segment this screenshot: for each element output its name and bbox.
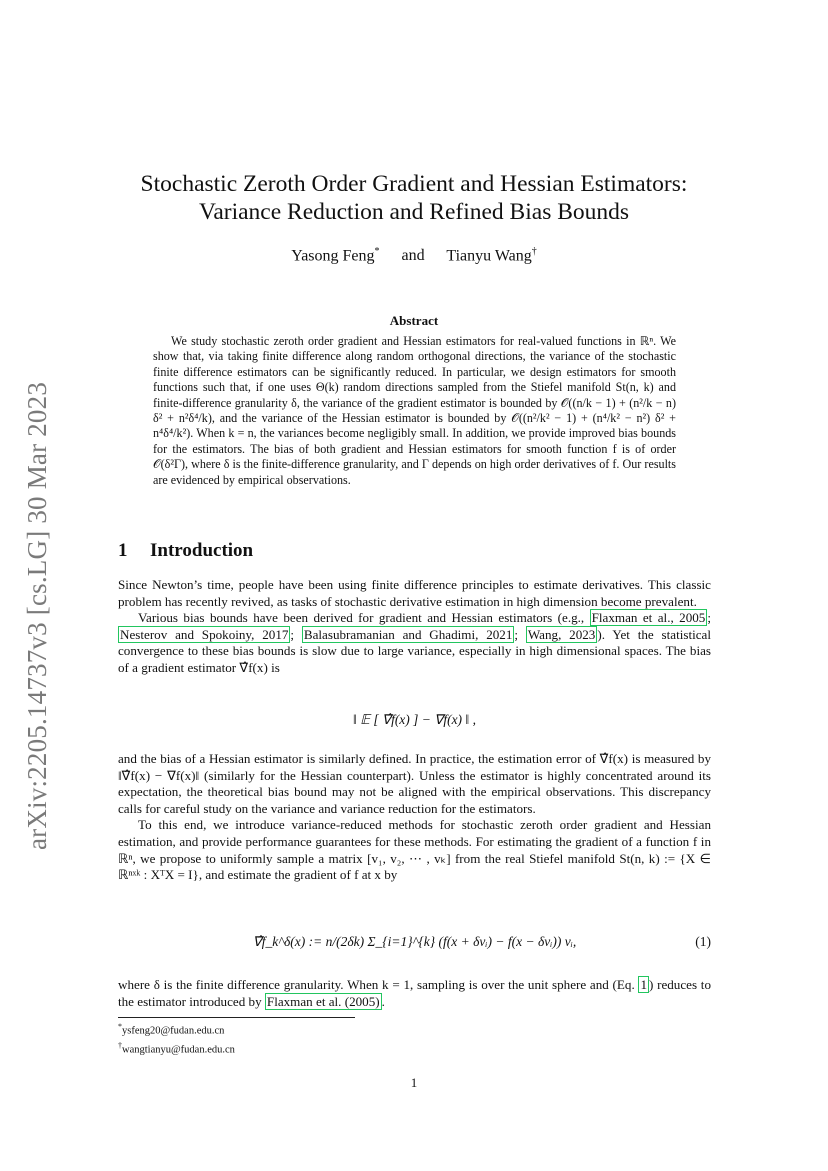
intro-paragraph-2: Various bias bounds have been derived for gradient and Hessian estimators (e.g., Flaxman et al., 2005 ; Nesterov and Spokoiny, 2017 ; Balasubramanian and Ghadimi, 2021 ; Wang, 2023 ). Yet the statistical convergence to these bias bounds is slow due to large variance, especially in high dimensional spaces. The bias of a gradient estimator ∇̂f(x) is xyxy=(118,610,711,675)
footnote xyxy=(118,1039,235,1058)
abstract-body xyxy=(153,334,676,488)
footnote-rule xyxy=(118,1017,355,1018)
citation-link[interactable]: Flaxman et al., 2005 xyxy=(591,610,706,626)
footnotes xyxy=(118,1020,235,1057)
footnote-mark: † xyxy=(118,1040,122,1050)
footnote-mark: * xyxy=(118,1022,122,1031)
section-heading xyxy=(118,540,253,562)
equation-1 xyxy=(118,934,711,950)
author-name: Yasong Feng xyxy=(291,247,375,265)
title-line-1: Stochastic Zeroth Order Gradient and Hessian Estimators: xyxy=(140,171,688,197)
paragraph-text: . xyxy=(381,993,385,1009)
abstract-paragraph: We study stochastic zeroth order gradient and Hessian estimators for real-valued functions in ℝⁿ. We show that, via taking finite difference along random orthogonal directions, the variance of the stochastic finite difference estimators can be significantly reduced. In particular, we design estimators for smooth functions such that, if one uses Θ(k) random directions sampled from the Stiefel manifold St(n, k) and finite-difference granularity δ, the variance of the gradient estimator is bounded by 𝒪((n/k − 1) + (n²/k − n) δ² + n²δ⁴/k), and the variance of the Hessian estimator is bounded by 𝒪((n²/k² − 1) + (n⁴/k² − n²) δ² + n⁴δ⁴/k²). When k = n, the variances become negligibly small. In addition, we provide improved bias bounds for the estimators. The bias of both gradient and Hessian estimators for smooth function f is of order 𝒪(δ²Γ), where δ is the finite-difference granularity, and Γ depends on high order derivatives of f. Our results are evidenced by empirical observations. xyxy=(153,334,676,487)
paragraph-text: Various bias bounds have been derived for gradient and Hessian estimators (e.g., xyxy=(138,610,590,626)
bias-equation: ‖ 𝔼 [ ∇̂f(x) ] − ∇f(x) ‖ , xyxy=(353,712,476,727)
intro-body-middle xyxy=(118,751,711,884)
page-number: 1 xyxy=(410,1075,418,1090)
intro-body-bottom xyxy=(118,977,711,1010)
paper-title xyxy=(110,170,718,226)
footnote xyxy=(118,1020,235,1039)
intro-paragraph-4: To this end, we introduce variance-reduced methods for stochastic zeroth order gradient and Hessian estimation, and provide performance guarantees for these methods. For estimating the gradient of a function f in ℝⁿ, we propose to uniformly sample a matrix [v₁, v₂, ⋯ , vₖ] from the real Stiefel manifold St(n, k) := {X ∈ ℝⁿˣᵏ : XᵀX = I}, and estimate the gradient of f at x by xyxy=(118,817,711,883)
citation-link[interactable]: Flaxman et al. (2005) xyxy=(266,993,380,1009)
author-name: Tianyu Wang xyxy=(446,247,532,265)
equation-number: (1) xyxy=(695,934,711,949)
intro-paragraph-1: Since Newton’s time, people have been using finite difference principles to estimate derivatives. This classic problem has recently revived, as tasks of stochastic derivative estimation in high dimension become prevalent. xyxy=(118,577,711,609)
footnote-email[interactable]: ysfeng20@fudan.edu.cn xyxy=(122,1025,225,1037)
paragraph-text: ) reduces to the estimator introduced by xyxy=(118,977,711,1009)
intro-paragraph-5 xyxy=(118,977,711,1010)
author-separator: and xyxy=(401,247,425,265)
equation-reference-link[interactable]: 1 xyxy=(640,977,647,992)
citation-link[interactable]: Balasubramanian and Ghadimi, 2021 xyxy=(303,626,513,642)
arxiv-stamp xyxy=(18,360,78,860)
section-title: Introduction xyxy=(150,540,254,561)
abstract-heading: Abstract xyxy=(389,313,439,328)
footnote-email[interactable]: wangtianyu@fudan.edu.cn xyxy=(122,1044,235,1055)
intro-paragraph-3: and the bias of a Hessian estimator is similarly defined. In practice, the estimation error of ∇̂f(x) is measured by ‖∇̂f(x) − ∇f(x)‖ (similarly for the Hessian counterpart). Unless the estimator is highly concentrated around its expectation, the theoretical bias bound may not be aligned with the empirical observations. This discrepancy calls for careful study on the variance and variance reduction for the estimators. xyxy=(118,751,711,816)
author-list xyxy=(110,246,718,265)
paragraph-text: ). Yet the statistical convergence to these bias bounds is slow due to large variance, especially in high dimensional spaces. The bias of a gradient estimator ∇̂f(x) is xyxy=(118,626,711,675)
citation-link[interactable]: Nesterov and Spokoiny, 2017 xyxy=(120,626,289,642)
section-number: 1 xyxy=(118,540,128,561)
equation-1-body: ∇̂f_k^δ(x) := n/(2δk) Σ_{i=1}^{k} (f(x + δvᵢ) − f(x − δvᵢ)) vᵢ, xyxy=(252,934,577,949)
author-footnote-mark[interactable]: * xyxy=(374,246,380,257)
arxiv-identifier[interactable]: arXiv:2205.14737v3 [cs.LG] 30 Mar 2023 xyxy=(22,381,52,850)
intro-body-top xyxy=(118,577,711,677)
title-line-2: Variance Reduction and Refined Bias Bounds xyxy=(198,199,630,225)
author-footnote-mark[interactable]: † xyxy=(531,246,537,257)
paragraph-text: where δ is the finite difference granularity. When k = 1, sampling is over the unit sphere and (Eq. xyxy=(118,977,639,992)
citation-link[interactable]: Wang, 2023 xyxy=(527,626,596,642)
